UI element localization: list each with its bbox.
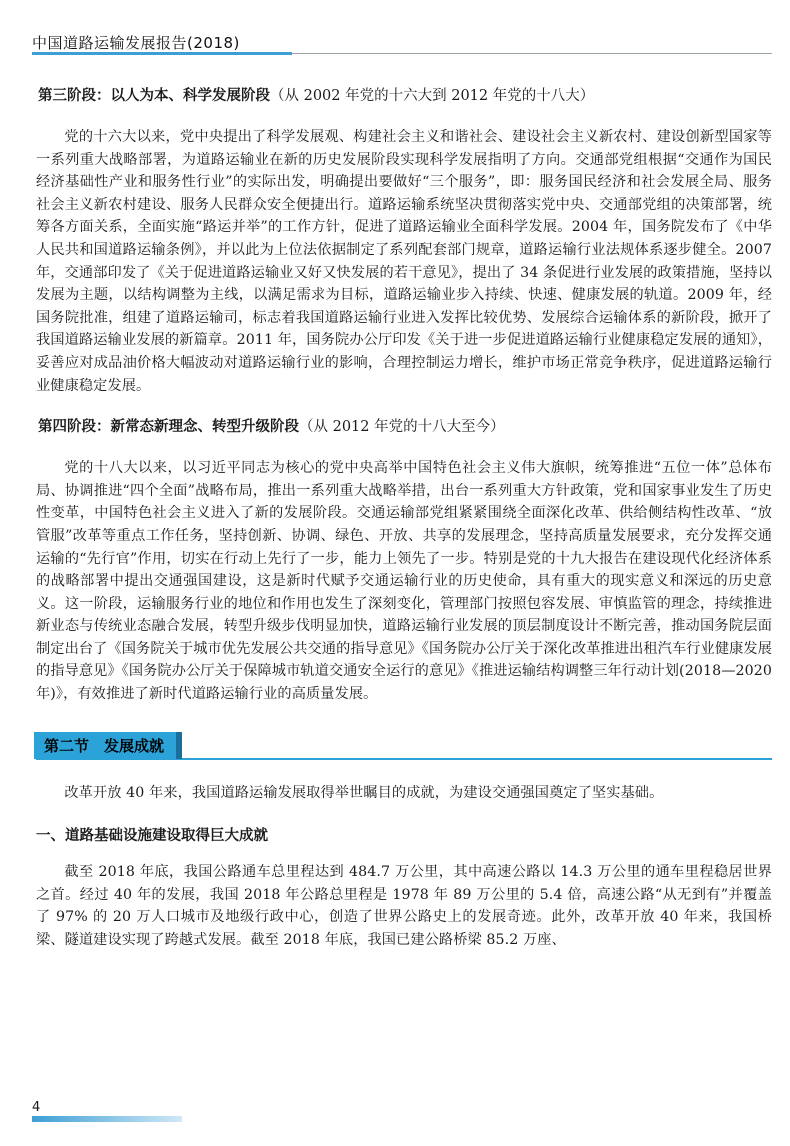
stage4-heading	[38, 415, 772, 439]
stage4-title: 第四阶段：新常态新理念、转型升级阶段	[38, 419, 299, 436]
footer-bar	[32, 1116, 182, 1122]
header-title: 中国道路运输发展报告(2018)	[32, 34, 240, 52]
stage3-period: （从 2002 年党的十六大到 2012 年党的十八大）	[270, 88, 595, 104]
stage4-paragraph: 党的十八大以来，以习近平同志为核心的党中央高举中国特色社会主义伟大旗帜，统筹推进“五位一体”总体布局、协调推进“四个全面”战略布局，推出一系列重大战略举措，出台一系列重大方针政策，党和国家事业发生了历史性变革，中国特色社会主义进入了新的发展阶段。交通运输部党组紧紧围绕全面深化改革、供给侧结构性改革、“放管服”改革等重点工作任务，坚持创新、协调、绿色、开放、共享的发展理念，坚持高质量发展要求，充分发挥交通运输的“先行官”作用，切实在行动上先行了一步，能力上领先了一步。特别是党的十九大报告在建设现代化经济体系的战略部署中提出交通强国建设，这是新时代赋予交通运输行业的历史使命，具有重大的现实意义和深远的历史意义。这一阶段，运输服务行业的地位和作用也发生了深刻变化，管理部门按照包容发展、审慎监管的理念，持续推进新业态与传统业态融合发展，转型升级步伐明显加快，道路运输行业发展的顶层制度设计不断完善，推动国务院层面制定出台了《国务院关于城市优先发展公共交通的指导意见》《国务院办公厅关于深化改革推进出租汽车行业健康发展的指导意见》《国务院办公厅关于保障城市轨道交通安全运行的意见》《推进运输结构调整三年行动计划(2018—2020 年)》，有效推进了新时代道路运输行业的高质量发展。	[36, 460, 772, 703]
page-body	[36, 84, 772, 952]
stage3-heading	[38, 84, 772, 108]
page-number: 4	[32, 1100, 41, 1115]
header-rule	[292, 53, 772, 54]
stage3-title: 第三阶段：以人为本、科学发展阶段	[38, 88, 270, 104]
section2-subheading: 一、道路基础设施建设取得巨大成就	[36, 828, 268, 845]
stage4-period: （从 2012 年党的十八大至今）	[299, 419, 505, 436]
section2-heading: 第二节 发展成就	[34, 732, 182, 759]
header-rule-accent	[32, 52, 292, 55]
stage3-paragraph: 党的十六大以来，党中央提出了科学发展观、构建社会主义和谐社会、建设社会主义新农村、建设创新型国家等一系列重大战略部署，为道路运输业在新的历史发展阶段实现科学发展指明了方向。交通部党组根据“交通作为国民经济基础性产业和服务性行业”的实际出发，明确提出要做好“三个服务”，即：服务国民经济和社会发展全局、服务社会主义新农村建设、服务人民群众安全便捷出行。道路运输系统坚决贯彻落实党中央、交通部党组的决策部署，统筹各方面关系，全面实施“路运并举”的工作方针，促进了道路运输业全面科学发展。2004 年，国务院发布了《中华人民共和国道路运输条例》，并以此为上位法依据制定了系列配套部门规章，道路运输行业法规体系逐步健全。2007 年，交通部印发了《关于促进道路运输业又好又快发展的若干意见》，提出了 34 条促进行业发展的政策措施，坚持以发展为主题，以结构调整为主线，以满足需求为目标，道路运输业步入持续、快速、健康发展的轨道。2009 年，经国务院批准，组建了道路运输司，标志着我国道路运输行业进入发挥比较优势、发展综合运输体系的新阶段，掀开了我国道路运输业发展的新篇章。2011 年，国务院办公厅印发《关于进一步促进道路运输行业健康稳定发展的通知》，妥善应对成品油价格大幅波动对道路运输行业的影响，合理控制运力增长，维护市场正常竞争秩序，促进道路运输行业健康稳定发展。	[36, 129, 772, 394]
section2-intro: 改革开放 40 年来，我国道路运输发展取得举世瞩目的成就，为建设交通强国奠定了坚实基础。	[64, 784, 664, 801]
section2-paragraph: 截至 2018 年底，我国公路通车总里程达到 484.7 万公里，其中高速公路以 14.3 万公里的通车里程稳居世界之首。经过 40 年的发展，我国 2018 年公路总里程是 1978 年 89 万公里的 5.4 倍，高速公路“从无到有”并覆盖了 97% 的 20 万人口城市及地级行政中心，创造了世界公路史上的发展奇迹。此外，改革开放 40 年来，我国桥梁、隧道建设实现了跨越式发展。截至 2018 年底，我国已建公路桥梁 85.2 万座、	[36, 864, 772, 949]
